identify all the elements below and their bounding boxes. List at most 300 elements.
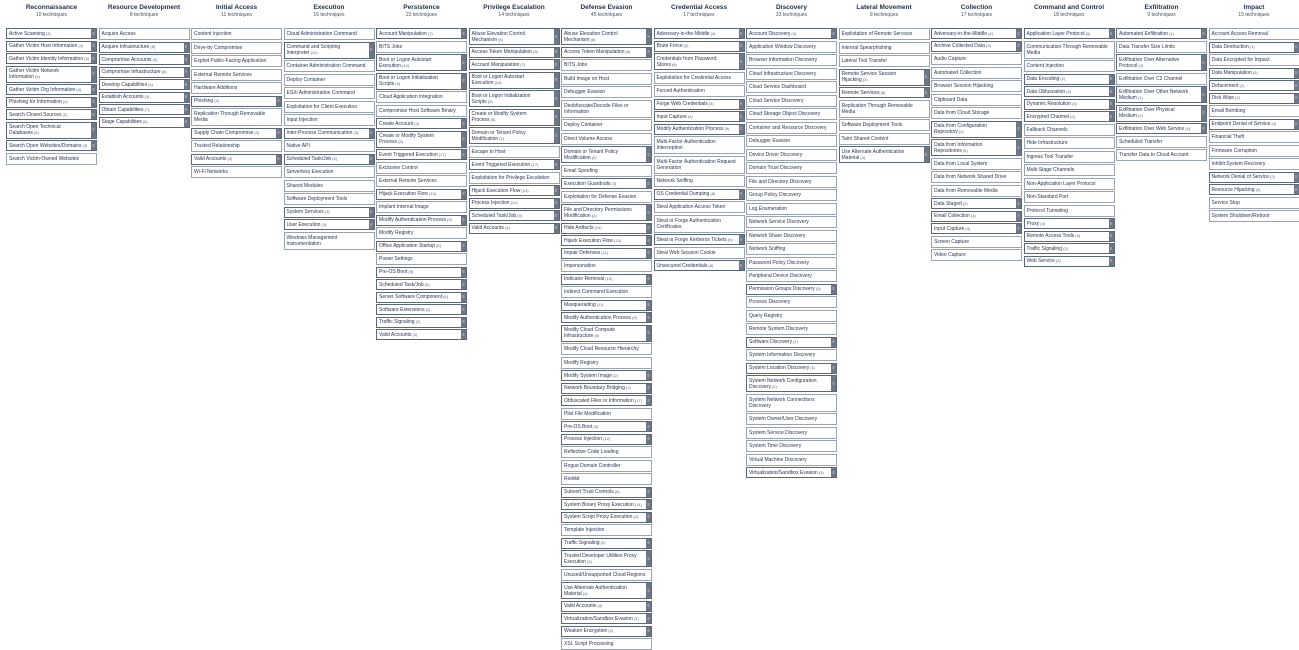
expand-subtechniques-icon[interactable]: ≡ [1294,43,1299,52]
expand-subtechniques-icon[interactable]: ≡ [831,338,836,347]
expand-subtechniques-icon[interactable]: ≡ [184,68,189,77]
technique-cell[interactable] [654,72,745,84]
technique-cell[interactable] [1209,210,1299,222]
technique-cell[interactable] [376,118,467,129]
expand-subtechniques-icon[interactable]: ≡ [554,160,559,169]
technique-cell[interactable] [1024,218,1115,229]
technique-cell[interactable] [469,59,560,70]
technique-cell[interactable] [746,176,837,188]
expand-subtechniques-icon[interactable]: ≡ [1294,94,1299,103]
technique-cell[interactable] [284,60,375,72]
technique-cell[interactable] [1024,243,1115,254]
technique-cell[interactable] [561,421,652,432]
technique-cell[interactable] [931,171,1022,183]
technique-cell[interactable] [469,172,560,184]
expand-subtechniques-icon[interactable]: ≡ [276,155,281,164]
expand-subtechniques-icon[interactable]: ≡ [1201,124,1206,133]
expand-subtechniques-icon[interactable]: ≡ [184,80,189,89]
technique-cell[interactable] [746,467,837,478]
expand-subtechniques-icon[interactable]: ≡ [646,147,651,162]
technique-cell[interactable] [654,136,745,154]
expand-subtechniques-icon[interactable]: ≡ [646,384,651,393]
technique-cell[interactable] [931,236,1022,248]
expand-subtechniques-icon[interactable]: ≡ [1016,122,1021,137]
technique-cell[interactable] [746,310,837,322]
expand-subtechniques-icon[interactable]: ≡ [461,74,466,89]
expand-subtechniques-icon[interactable]: ≡ [739,112,744,121]
expand-subtechniques-icon[interactable]: ≡ [739,42,744,51]
technique-cell[interactable] [561,235,652,246]
technique-cell[interactable] [376,304,467,315]
expand-subtechniques-icon[interactable]: ≡ [739,261,744,270]
technique-cell[interactable] [654,234,745,245]
technique-cell[interactable] [6,97,97,108]
expand-subtechniques-icon[interactable]: ≡ [1294,120,1299,129]
technique-cell[interactable] [376,149,467,160]
technique-cell[interactable] [839,100,930,118]
technique-cell[interactable] [654,189,745,200]
expand-subtechniques-icon[interactable]: ≡ [184,93,189,102]
technique-cell[interactable] [561,146,652,163]
expand-subtechniques-icon[interactable]: ≡ [461,293,466,302]
expand-subtechniques-icon[interactable]: ≡ [184,43,189,52]
technique-cell[interactable] [99,117,190,128]
expand-subtechniques-icon[interactable]: ≡ [646,236,651,245]
technique-cell[interactable] [746,440,837,452]
technique-cell[interactable] [654,28,745,39]
technique-cell[interactable] [746,337,837,348]
expand-subtechniques-icon[interactable]: ≡ [646,249,651,258]
technique-cell[interactable] [1116,54,1207,71]
expand-subtechniques-icon[interactable]: ≡ [646,583,651,598]
expand-subtechniques-icon[interactable]: ≡ [461,29,466,38]
technique-cell[interactable] [746,54,837,66]
technique-cell[interactable] [561,274,652,285]
expand-subtechniques-icon[interactable]: ≡ [1294,185,1299,194]
expand-subtechniques-icon[interactable]: ≡ [91,29,96,38]
technique-cell[interactable] [376,73,467,90]
expand-subtechniques-icon[interactable]: ≡ [739,54,744,69]
expand-subtechniques-icon[interactable]: ≡ [554,48,559,57]
expand-subtechniques-icon[interactable]: ≡ [1016,212,1021,221]
technique-cell[interactable] [654,99,745,110]
technique-cell[interactable] [6,140,97,151]
technique-cell[interactable] [376,241,467,252]
technique-cell[interactable] [191,96,282,107]
technique-cell[interactable] [191,42,282,54]
technique-cell[interactable] [1209,131,1299,143]
technique-cell[interactable] [931,80,1022,92]
technique-cell[interactable] [1209,119,1299,130]
technique-cell[interactable] [1024,111,1115,122]
expand-subtechniques-icon[interactable]: ≡ [1109,244,1114,253]
expand-subtechniques-icon[interactable]: ≡ [1016,224,1021,233]
technique-cell[interactable] [931,158,1022,170]
tactic-header[interactable] [1209,4,1299,26]
technique-cell[interactable] [746,375,837,392]
technique-cell[interactable] [931,107,1022,119]
expand-subtechniques-icon[interactable]: ≡ [924,88,929,97]
expand-subtechniques-icon[interactable]: ≡ [646,275,651,284]
expand-subtechniques-icon[interactable]: ≡ [1201,29,1206,38]
technique-cell[interactable] [99,54,190,65]
expand-subtechniques-icon[interactable]: ≡ [369,208,374,217]
technique-cell[interactable] [284,219,375,230]
tactic-header[interactable] [654,4,745,26]
technique-cell[interactable] [1116,28,1207,39]
technique-cell[interactable] [1024,137,1115,149]
technique-cell[interactable] [284,180,375,192]
expand-subtechniques-icon[interactable]: ≡ [646,205,651,220]
expand-subtechniques-icon[interactable]: ≡ [924,70,929,85]
technique-cell[interactable] [561,165,652,177]
technique-cell[interactable] [561,446,652,458]
technique-cell[interactable] [469,223,560,234]
technique-cell[interactable] [839,28,930,40]
technique-cell[interactable] [561,325,652,342]
technique-cell[interactable] [746,68,837,80]
technique-cell[interactable] [469,28,560,45]
technique-cell[interactable] [191,69,282,81]
expand-subtechniques-icon[interactable]: ≡ [646,435,651,444]
technique-cell[interactable] [1024,124,1115,136]
expand-subtechniques-icon[interactable]: ≡ [646,371,651,380]
technique-cell[interactable] [561,434,652,445]
technique-cell[interactable] [376,189,467,200]
technique-cell[interactable] [654,85,745,97]
expand-subtechniques-icon[interactable]: ≡ [276,129,281,138]
technique-cell[interactable] [561,191,652,203]
technique-cell[interactable] [284,232,375,250]
technique-cell[interactable] [746,28,837,39]
technique-cell[interactable] [284,207,375,218]
technique-cell[interactable] [469,185,560,196]
technique-cell[interactable] [376,227,467,239]
expand-subtechniques-icon[interactable]: ≡ [1109,257,1114,266]
technique-cell[interactable] [839,119,930,131]
expand-subtechniques-icon[interactable]: ≡ [461,280,466,289]
expand-subtechniques-icon[interactable]: ≡ [1201,55,1206,70]
expand-subtechniques-icon[interactable]: ≡ [646,301,651,310]
expand-subtechniques-icon[interactable]: ≡ [91,67,96,82]
expand-subtechniques-icon[interactable]: ≡ [646,326,651,341]
tactic-header[interactable] [99,4,190,26]
expand-subtechniques-icon[interactable]: ≡ [461,132,466,147]
technique-cell[interactable] [191,140,282,152]
expand-subtechniques-icon[interactable]: ≡ [1294,173,1299,182]
technique-cell[interactable] [839,55,930,67]
expand-subtechniques-icon[interactable]: ≡ [461,305,466,314]
technique-cell[interactable] [561,601,652,612]
technique-cell[interactable] [561,86,652,98]
technique-cell[interactable] [746,189,837,201]
technique-cell[interactable] [561,582,652,599]
technique-cell[interactable] [561,487,652,498]
technique-cell[interactable] [654,53,745,70]
technique-cell[interactable] [1024,60,1115,72]
technique-cell[interactable] [561,260,652,272]
expand-subtechniques-icon[interactable]: ≡ [1016,140,1021,155]
technique-cell[interactable] [746,122,837,134]
technique-cell[interactable] [1024,28,1115,39]
technique-cell[interactable] [6,53,97,64]
technique-cell[interactable] [6,28,97,39]
expand-subtechniques-icon[interactable]: ≡ [646,539,651,548]
technique-cell[interactable] [191,108,282,126]
technique-cell[interactable] [6,122,97,139]
technique-cell[interactable] [931,28,1022,39]
expand-subtechniques-icon[interactable]: ≡ [554,91,559,106]
technique-cell[interactable] [561,524,652,536]
technique-cell[interactable] [839,42,930,54]
technique-cell[interactable] [469,72,560,89]
technique-cell[interactable] [6,41,97,52]
technique-cell[interactable] [561,312,652,323]
technique-cell[interactable] [1209,158,1299,170]
technique-cell[interactable] [654,247,745,259]
technique-cell[interactable] [654,175,745,187]
expand-subtechniques-icon[interactable]: ≡ [554,224,559,233]
technique-cell[interactable] [746,427,837,439]
technique-cell[interactable] [1209,80,1299,91]
technique-cell[interactable] [561,408,652,420]
expand-subtechniques-icon[interactable]: ≡ [646,513,651,522]
expand-subtechniques-icon[interactable]: ≡ [554,110,559,125]
technique-cell[interactable] [561,73,652,85]
expand-subtechniques-icon[interactable]: ≡ [1109,75,1114,84]
expand-subtechniques-icon[interactable]: ≡ [1201,87,1206,102]
technique-cell[interactable] [561,569,652,581]
technique-cell[interactable] [1024,205,1115,217]
expand-subtechniques-icon[interactable]: ≡ [554,186,559,195]
tactic-header[interactable] [561,4,652,26]
technique-cell[interactable] [469,146,560,158]
technique-cell[interactable] [931,53,1022,65]
technique-cell[interactable] [376,105,467,117]
technique-cell[interactable] [931,41,1022,52]
technique-cell[interactable] [561,119,652,131]
technique-cell[interactable] [1209,93,1299,104]
expand-subtechniques-icon[interactable]: ≡ [91,42,96,51]
technique-cell[interactable] [931,67,1022,79]
expand-subtechniques-icon[interactable]: ≡ [1016,199,1021,208]
technique-cell[interactable] [6,84,97,95]
technique-cell[interactable] [746,394,837,412]
expand-subtechniques-icon[interactable]: ≡ [831,376,836,391]
technique-cell[interactable] [284,87,375,99]
technique-cell[interactable] [376,279,467,290]
technique-cell[interactable] [191,82,282,94]
technique-cell[interactable] [561,357,652,369]
expand-subtechniques-icon[interactable]: ≡ [184,55,189,64]
technique-cell[interactable] [284,128,375,139]
expand-subtechniques-icon[interactable]: ≡ [1109,100,1114,109]
expand-subtechniques-icon[interactable]: ≡ [1294,69,1299,78]
technique-cell[interactable] [376,41,467,53]
expand-subtechniques-icon[interactable]: ≡ [739,100,744,109]
technique-cell[interactable] [1116,86,1207,103]
technique-cell[interactable] [376,131,467,148]
technique-cell[interactable] [561,383,652,394]
technique-cell[interactable] [561,59,652,71]
technique-cell[interactable] [1024,151,1115,163]
expand-subtechniques-icon[interactable]: ≡ [646,48,651,57]
technique-cell[interactable] [654,41,745,52]
expand-subtechniques-icon[interactable]: ≡ [646,551,651,566]
technique-cell[interactable] [284,166,375,178]
technique-cell[interactable] [561,626,652,637]
technique-cell[interactable] [1024,74,1115,85]
technique-cell[interactable] [376,175,467,187]
technique-cell[interactable] [746,363,837,374]
technique-cell[interactable] [746,413,837,425]
technique-cell[interactable] [376,267,467,278]
expand-subtechniques-icon[interactable]: ≡ [369,129,374,138]
technique-cell[interactable] [561,538,652,549]
technique-cell[interactable] [561,47,652,58]
technique-cell[interactable] [469,90,560,107]
expand-subtechniques-icon[interactable]: ≡ [554,128,559,143]
expand-subtechniques-icon[interactable]: ≡ [646,488,651,497]
technique-cell[interactable] [561,28,652,45]
expand-subtechniques-icon[interactable]: ≡ [1016,42,1021,51]
technique-cell[interactable] [931,198,1022,209]
technique-cell[interactable] [654,215,745,233]
expand-subtechniques-icon[interactable]: ≡ [554,60,559,69]
technique-cell[interactable] [1209,28,1299,40]
expand-subtechniques-icon[interactable]: ≡ [91,123,96,138]
technique-cell[interactable] [561,512,652,523]
technique-cell[interactable] [99,92,190,103]
technique-cell[interactable] [931,94,1022,106]
technique-cell[interactable] [561,370,652,381]
technique-cell[interactable] [654,201,745,213]
expand-subtechniques-icon[interactable]: ≡ [831,285,836,294]
technique-cell[interactable] [6,153,97,165]
technique-cell[interactable] [746,257,837,269]
technique-cell[interactable] [191,166,282,178]
expand-subtechniques-icon[interactable]: ≡ [461,216,466,225]
technique-cell[interactable] [284,193,375,205]
expand-subtechniques-icon[interactable]: ≡ [91,54,96,63]
technique-cell[interactable] [1116,123,1207,134]
technique-cell[interactable] [561,638,652,650]
technique-cell[interactable] [561,133,652,145]
technique-cell[interactable] [469,109,560,126]
technique-cell[interactable] [6,109,97,120]
technique-cell[interactable] [746,323,837,335]
technique-cell[interactable] [561,343,652,355]
technique-cell[interactable] [99,67,190,78]
technique-cell[interactable] [746,41,837,53]
technique-cell[interactable] [376,292,467,303]
expand-subtechniques-icon[interactable]: ≡ [369,220,374,229]
expand-subtechniques-icon[interactable]: ≡ [1109,232,1114,241]
technique-cell[interactable] [746,270,837,282]
technique-cell[interactable] [284,28,375,40]
expand-subtechniques-icon[interactable]: ≡ [461,55,466,70]
expand-subtechniques-icon[interactable]: ≡ [369,43,374,58]
technique-cell[interactable] [561,204,652,221]
technique-cell[interactable] [746,95,837,107]
technique-cell[interactable] [746,216,837,228]
technique-cell[interactable] [561,550,652,567]
technique-cell[interactable] [839,69,930,86]
technique-cell[interactable] [561,286,652,298]
expand-subtechniques-icon[interactable]: ≡ [554,73,559,88]
technique-cell[interactable] [746,284,837,295]
technique-cell[interactable] [1024,256,1115,267]
technique-cell[interactable] [6,66,97,83]
technique-cell[interactable] [839,146,930,163]
technique-cell[interactable] [746,135,837,147]
technique-cell[interactable] [931,185,1022,197]
technique-cell[interactable] [746,162,837,174]
expand-subtechniques-icon[interactable]: ≡ [1016,29,1021,38]
expand-subtechniques-icon[interactable]: ≡ [1294,81,1299,90]
technique-cell[interactable] [469,210,560,221]
expand-subtechniques-icon[interactable]: ≡ [739,125,744,134]
technique-cell[interactable] [1116,136,1207,148]
expand-subtechniques-icon[interactable]: ≡ [646,602,651,611]
technique-cell[interactable] [1116,41,1207,53]
expand-subtechniques-icon[interactable]: ≡ [739,235,744,244]
tactic-header[interactable] [1116,4,1207,26]
technique-cell[interactable] [469,198,560,209]
expand-subtechniques-icon[interactable]: ≡ [1201,106,1206,121]
technique-cell[interactable] [376,54,467,71]
expand-subtechniques-icon[interactable]: ≡ [646,29,651,44]
expand-subtechniques-icon[interactable]: ≡ [646,313,651,322]
technique-cell[interactable] [561,300,652,311]
expand-subtechniques-icon[interactable]: ≡ [646,627,651,636]
technique-cell[interactable] [1024,191,1115,203]
technique-cell[interactable] [376,91,467,103]
technique-cell[interactable] [1024,86,1115,97]
technique-cell[interactable] [561,460,652,472]
technique-cell[interactable] [839,87,930,98]
technique-cell[interactable] [1024,99,1115,110]
technique-cell[interactable] [561,223,652,234]
technique-cell[interactable] [284,154,375,165]
technique-cell[interactable] [191,154,282,165]
expand-subtechniques-icon[interactable]: ≡ [461,268,466,277]
tactic-header[interactable] [1024,4,1115,26]
expand-subtechniques-icon[interactable]: ≡ [461,330,466,339]
technique-cell[interactable] [99,79,190,90]
technique-cell[interactable] [561,178,652,189]
technique-cell[interactable] [654,260,745,271]
technique-cell[interactable] [1024,41,1115,59]
expand-subtechniques-icon[interactable]: ≡ [646,500,651,509]
expand-subtechniques-icon[interactable]: ≡ [461,242,466,251]
technique-cell[interactable] [1209,172,1299,183]
expand-subtechniques-icon[interactable]: ≡ [831,29,836,38]
technique-cell[interactable] [469,127,560,144]
technique-cell[interactable] [561,473,652,485]
technique-cell[interactable] [99,104,190,115]
tactic-header[interactable] [376,4,467,26]
technique-cell[interactable] [1209,145,1299,157]
technique-cell[interactable] [284,74,375,86]
expand-subtechniques-icon[interactable]: ≡ [554,211,559,220]
technique-cell[interactable] [561,248,652,259]
technique-cell[interactable] [469,47,560,58]
technique-cell[interactable] [1209,68,1299,79]
expand-subtechniques-icon[interactable]: ≡ [554,29,559,44]
technique-cell[interactable] [376,162,467,174]
technique-cell[interactable] [1209,197,1299,209]
